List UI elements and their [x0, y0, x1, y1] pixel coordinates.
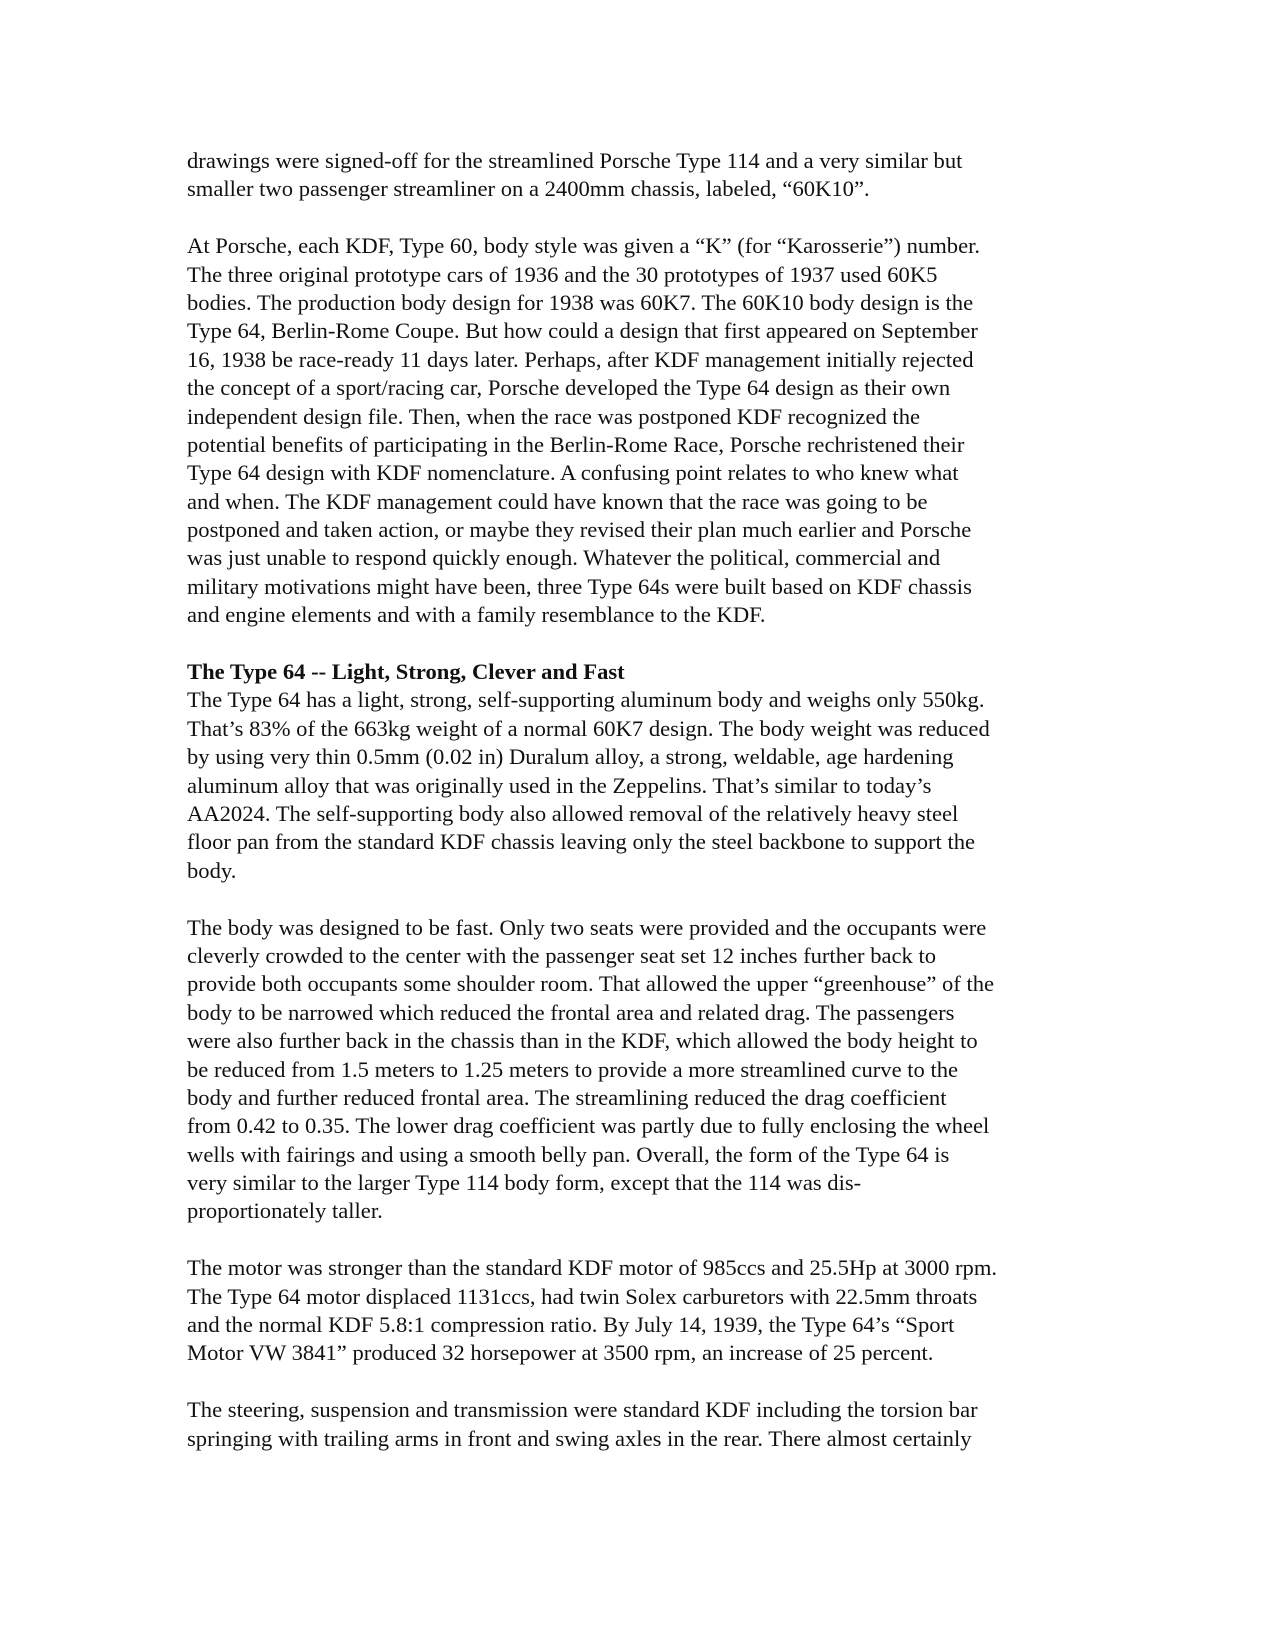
text-line: The Type 64 has a light, strong, self-supporting aluminum body and weighs only 550kg.	[187, 687, 985, 713]
paragraph	[187, 147, 1097, 204]
text-line: and engine elements and with a family resemblance to the KDF.	[187, 602, 766, 628]
paragraph-gap	[187, 630, 1097, 658]
paragraph	[187, 232, 1097, 629]
text-line: body and further reduced frontal area. The streamlining reduced the drag coefficient	[187, 1084, 947, 1110]
text-line: and when. The KDF management could have known that the race was going to be	[187, 488, 928, 514]
text-line: The body was designed to be fast. Only two seats were provided and the occupants were	[187, 914, 987, 940]
text-line: The steering, suspension and transmission were standard KDF including the torsion bar	[187, 1397, 978, 1423]
document-page	[187, 147, 1097, 1453]
text-line: smaller two passenger streamliner on a 2400mm chassis, labeled, “60K10”.	[187, 176, 870, 202]
text-line: drawings were signed-off for the streamlined Porsche Type 114 and a very similar but	[187, 148, 963, 173]
text-line: AA2024. The self-supporting body also allowed removal of the relatively heavy steel	[187, 800, 959, 826]
text-line: provide both occupants some shoulder room. That allowed the upper “greenhouse” of the	[187, 971, 995, 997]
text-line: Type 64, Berlin-Rome Coupe. But how could a design that first appeared on September	[187, 318, 978, 344]
text-line: At Porsche, each KDF, Type 60, body style was given a “K” (for “Karosserie”) number.	[187, 233, 981, 259]
text-line: independent design file. Then, when the race was postponed KDF recognized the	[187, 403, 921, 429]
text-line: body.	[187, 857, 237, 883]
section-heading: The Type 64 -- Light, Strong, Clever and Fast	[187, 659, 625, 685]
text-line: potential benefits of participating in the Berlin-Rome Race, Porsche rechristened their	[187, 431, 965, 457]
paragraph	[187, 1396, 1097, 1453]
text-line: aluminum alloy that was originally used in the Zeppelins. That’s similar to today’s	[187, 772, 932, 798]
text-line: by using very thin 0.5mm (0.02 in) Duralum alloy, a strong, weldable, age hardening	[187, 744, 954, 770]
paragraph	[187, 1254, 1097, 1368]
text-line: cleverly crowded to the center with the passenger seat set 12 inches further back to	[187, 942, 937, 968]
text-line: military motivations might have been, three Type 64s were built based on KDF chassis	[187, 573, 972, 599]
text-line: Motor VW 3841” produced 32 horsepower at 3500 rpm, an increase of 25 percent.	[187, 1340, 934, 1366]
text-line: Type 64 design with KDF nomenclature. A confusing point relates to who knew what	[187, 460, 959, 486]
text-line: the concept of a sport/racing car, Porsche developed the Type 64 design as their own	[187, 375, 951, 401]
text-line: wells with fairings and using a smooth belly pan. Overall, the form of the Type 64 is	[187, 1141, 950, 1167]
paragraph-gap	[187, 885, 1097, 913]
text-line: be reduced from 1.5 meters to 1.25 meters to provide a more streamlined curve to the	[187, 1056, 959, 1082]
section	[187, 658, 1097, 885]
text-line: were also further back in the chassis than in the KDF, which allowed the body height to	[187, 1028, 978, 1054]
text-line: body to be narrowed which reduced the frontal area and related drag. The passengers	[187, 999, 955, 1025]
text-line: 16, 1938 be race-ready 11 days later. Perhaps, after KDF management initially rejected	[187, 346, 974, 372]
text-line: bodies. The production body design for 1938 was 60K7. The 60K10 body design is the	[187, 289, 974, 315]
paragraph-gap	[187, 1368, 1097, 1396]
text-line: That’s 83% of the 663kg weight of a normal 60K7 design. The body weight was reduced	[187, 715, 990, 741]
text-line: The Type 64 motor displaced 1131ccs, had twin Solex carburetors with 22.5mm throats	[187, 1283, 978, 1309]
text-line: and the normal KDF 5.8:1 compression ratio. By July 14, 1939, the Type 64’s “Sport	[187, 1312, 955, 1338]
text-line: proportionately taller.	[187, 1198, 383, 1224]
paragraph-gap	[187, 1226, 1097, 1254]
text-line: The three original prototype cars of 1936 and the 30 prototypes of 1937 used 60K5	[187, 261, 938, 287]
text-line: The motor was stronger than the standard KDF motor of 985ccs and 25.5Hp at 3000 rpm.	[187, 1255, 998, 1281]
text-line: springing with trailing arms in front and swing axles in the rear. There almost certainly	[187, 1425, 972, 1451]
paragraph-gap	[187, 204, 1097, 232]
paragraph	[187, 914, 1097, 1226]
text-line: postponed and taken action, or maybe they revised their plan much earlier and Porsche	[187, 517, 972, 543]
text-line: floor pan from the standard KDF chassis leaving only the steel backbone to support the	[187, 829, 976, 855]
text-line: from 0.42 to 0.35. The lower drag coefficient was partly due to fully enclosing the wheel	[187, 1113, 990, 1139]
text-line: very similar to the larger Type 114 body form, except that the 114 was dis-	[187, 1170, 862, 1196]
text-line: was just unable to respond quickly enough. Whatever the political, commercial and	[187, 545, 941, 571]
